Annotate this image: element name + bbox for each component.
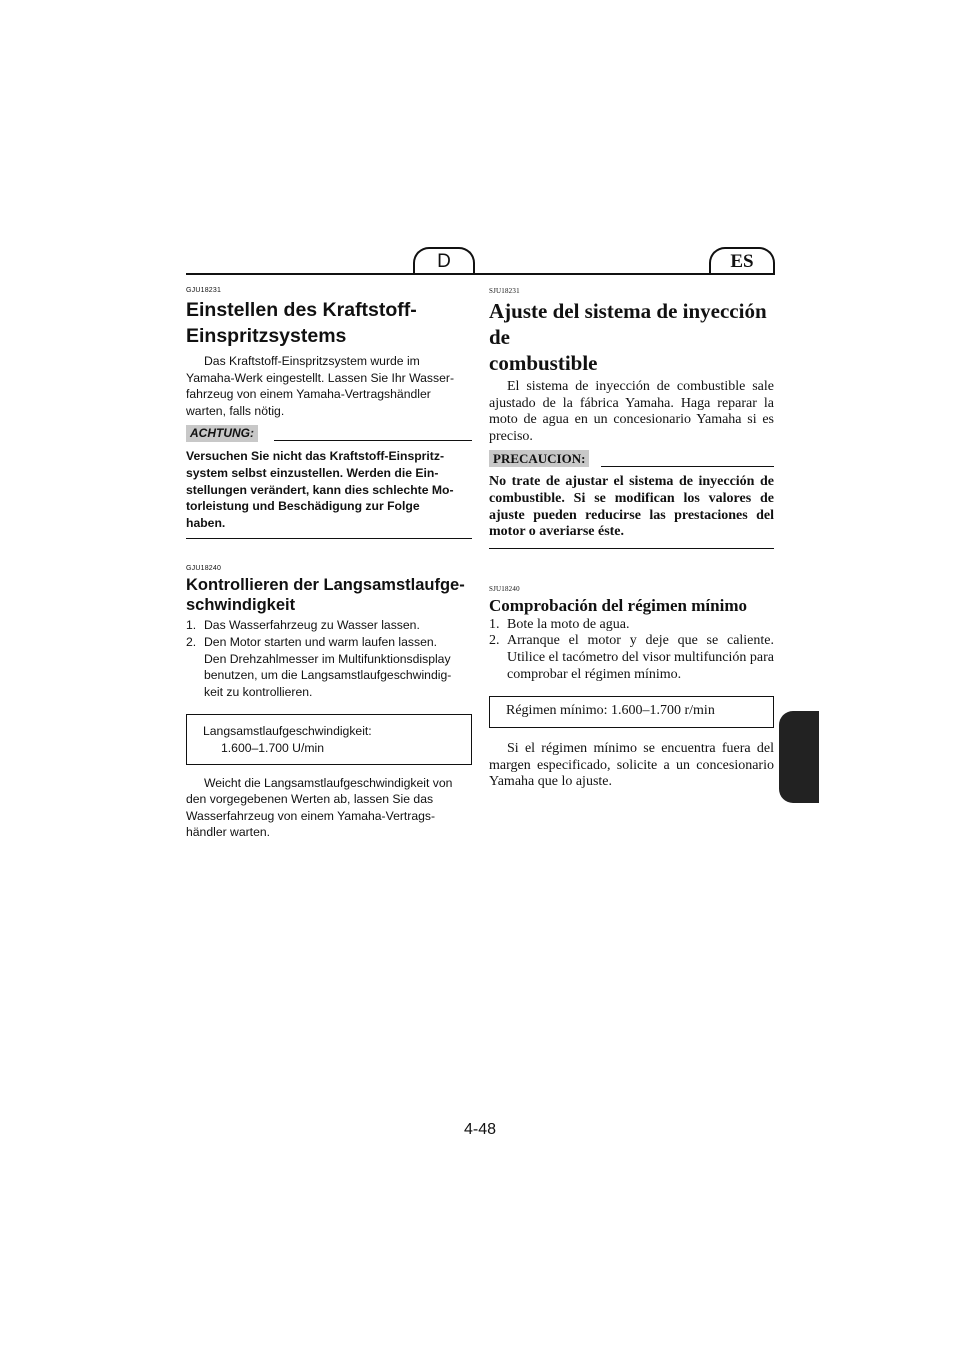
section-title: Comprobación del régimen mínimo [489,595,747,615]
section-code: SJU18240 [489,584,520,593]
section-code: SJU18231 [489,287,520,295]
header-rule [186,273,775,275]
section-title: Ajuste del sistema de inyección de combustible [489,299,767,375]
list-item: 1. Das Wasserfahrzeug zu Wasser lassen. [186,618,420,633]
section-body: El sistema de inyección de combustible sale ajustado de la fábrica Yamaha. Haga reparar la moto de agua en un concesionario Yamaha si es preciso. [489,379,774,444]
section-body: Das Kraftstoff-Einspritzsystem wurde im Yamaha-Werk eingestellt. Lassen Sie Ihr Wasser- fahrzeug von einem Yamaha-Vertragshändler warten, falls nötig. [186,354,455,418]
caution-label: PRECAUCION: [489,450,589,467]
language-tab-spanish: ES [709,247,775,275]
language-tab-german: D [413,247,475,275]
caution-rule [274,440,472,441]
spec-box: Langsamstlaufgeschwindigkeit: 1.600–1.700 U/min [186,714,472,764]
caution-label: ACHTUNG: [186,425,258,442]
list-item: 2. Den Motor starten und warm laufen lassen. Den Drehzahlmesser im Multifunktionsdisplay benutzen, um die Langsamstlaufgeschwindig- keit zu kontrollieren. [186,634,452,699]
steps-list [489,617,774,683]
section-title: Einstellen des Kraftstoff- Einspritzsystems [186,299,417,347]
note-text: Weicht die Langsamstlaufgeschwindigkeit von den vorgegebenen Werten ab, lassen Sie das Wasserfahrzeug von einem Yamaha-Vertrags- händler warten. [186,775,453,840]
page-number: 4-48 [463,1121,497,1138]
chapter-thumb-tab [779,711,819,803]
section-code: GJU18240 [186,565,222,573]
spec-box: Régimen mínimo: 1.600–1.700 r/min [489,696,774,728]
section-code: GJU18231 [186,287,222,294]
caution-body: No trate de ajustar el sistema de inyección de combustible. Si se modifican los valores de ajuste pueden reducirse las prestaciones del motor o averiarse éste. [489,474,774,548]
steps-list [186,617,472,700]
list-item: 2. Arranque el motor y deje que se caliente. Utilice el tacómetro del visor multifunción para comprobar el régimen mínimo. [489,633,774,682]
caution-rule [601,466,774,467]
german-column [186,287,472,841]
caution-body: Versuchen Sie nicht das Kraftstoff-Einspritz- system selbst einzustellen. Werden die Ein- stellungen verändert, kann dies schlechte Mo- torleistung und Beschädigung zur Folge haben. [186,448,472,539]
note-text: Si el régimen mínimo se encuentra fuera del margen especificado, solicite a un concesionario Yamaha que lo ajuste. [489,741,774,790]
caution-header [186,424,472,444]
caution-header [489,450,774,470]
section-title: Kontrollieren der Langsamstlaufge- schwindigkeit [186,576,465,615]
list-item: 1. Bote la moto de agua. [489,616,630,632]
spanish-column [489,287,774,791]
